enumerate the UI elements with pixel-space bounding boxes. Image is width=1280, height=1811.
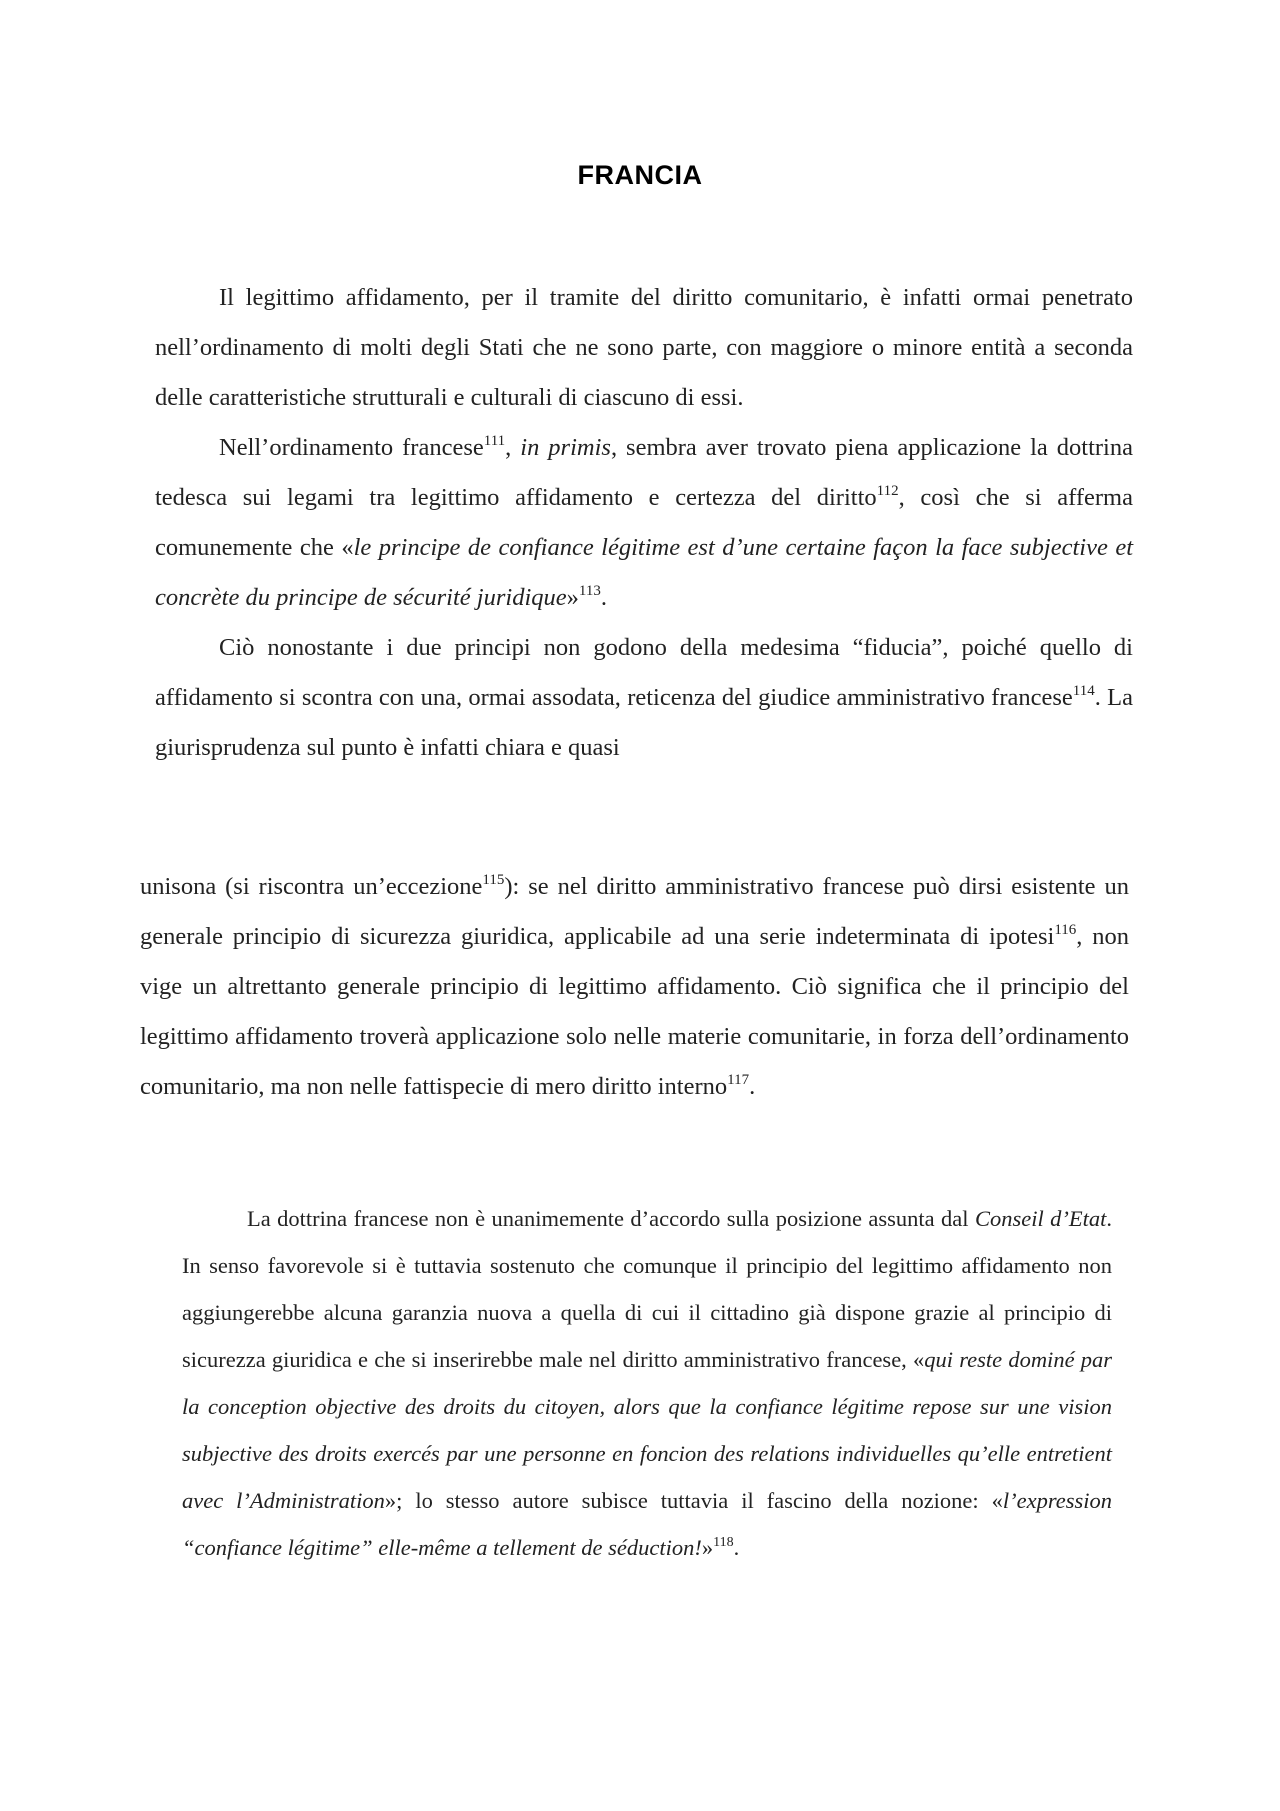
text-run: ): se nel diritto amministrativo francese può dirsi esistente un generale principio di sicurezza giuridica, applicabile ad una serie indeterminata di ipotesi	[140, 873, 1129, 950]
footnote-block	[182, 1195, 1112, 1571]
footnote-ref-117: 117	[727, 1072, 750, 1088]
paragraph-4	[140, 862, 1129, 1112]
text-run: , così che si afferma comunemente che «	[155, 484, 1133, 561]
paragraph-1: Il legittimo affidamento, per il tramite del diritto comunitario, è infatti ormai penetrato nell’ordinamento di molti degli Stati che ne sono parte, con maggiore o minore entità a seconda delle caratteristiche strutturali e culturali di ciascuno di essi.	[155, 284, 1133, 411]
text-run: »	[566, 584, 579, 611]
page-title: FRANCIA	[577, 160, 703, 190]
french-quote: qui reste dominé par la conception objective des droits du citoyen, alors que la confiance légitime repose sur une vision subjective des droits exercés par une personne en foncion des relations individuelles qu’elle entretient avec l’Administration	[182, 1347, 1113, 1513]
body-text-middle	[140, 862, 1129, 1112]
body-text-top	[155, 273, 1133, 773]
text-run: , non vige un altrettanto generale principio di legittimo affidamento. Ciò significa che il principio del legittimo affidamento troverà applicazione solo nelle materie comunitarie, in forza dell’ordinamento comunitario, ma non nelle fattispecie di mero diritto interno	[140, 923, 1129, 1100]
footnote-ref-118: 118	[713, 1535, 734, 1550]
text-run: unisona (si riscontra un’eccezione	[140, 873, 483, 900]
text-run: Nell’ordinamento francese	[219, 434, 484, 461]
french-quote: l’expression “confiance légitime” elle-même a tellement de séduction!	[182, 1488, 1112, 1560]
paragraph-5	[182, 1195, 1112, 1571]
text-run: Ciò nonostante i due principi non godono della medesima “fiducia”, poiché quello di affidamento si scontra con una, ormai assodata, reticenza del giudice amministrativo francese	[155, 634, 1133, 711]
footnote-ref-111: 111	[483, 433, 506, 449]
footnote-ref-116: 116	[1054, 922, 1077, 938]
text-run: ,	[505, 434, 521, 461]
footnote-ref-113: 113	[578, 583, 601, 599]
footnote-ref-115: 115	[482, 872, 505, 888]
text-run: .	[749, 1073, 756, 1100]
footnote-ref-114: 114	[1072, 683, 1095, 699]
text-run: .	[733, 1535, 740, 1560]
italic-run: Conseil d’Etat	[974, 1206, 1107, 1231]
italic-run: in primis	[520, 434, 611, 461]
text-run: »; lo stesso autore subisce tuttavia il fascino della nozione: «	[384, 1488, 1003, 1513]
text-run: . In senso favorevole si è tuttavia sostenuto che comunque il principio del legittimo affidamento non aggiungerebbe alcuna garanzia nuova a quella di cui il cittadino già dispone grazie al principio di sicurezza giuridica e che si inserirebbe male nel diritto amministrativo francese, «	[182, 1206, 1112, 1372]
text-run: . La giurisprudenza sul punto è infatti chiara e quasi	[155, 684, 1133, 761]
text-run: , sembra aver trovato piena applicazione la dottrina tedesca sui legami tra legittimo affidamento e certezza del diritto	[155, 434, 1133, 511]
text-run: La dottrina francese non è unanimemente d’accordo sulla posizione assunta dal	[247, 1206, 975, 1231]
french-quote: le principe de confiance légitime est d’une certaine façon la face subjective et concrète du principe de sécurité juridique	[155, 534, 1133, 611]
paragraph-3	[155, 623, 1133, 773]
text-run: »	[701, 1535, 714, 1560]
paragraph-2	[155, 423, 1133, 623]
text-run: .	[600, 584, 607, 611]
footnote-ref-112: 112	[876, 483, 899, 499]
